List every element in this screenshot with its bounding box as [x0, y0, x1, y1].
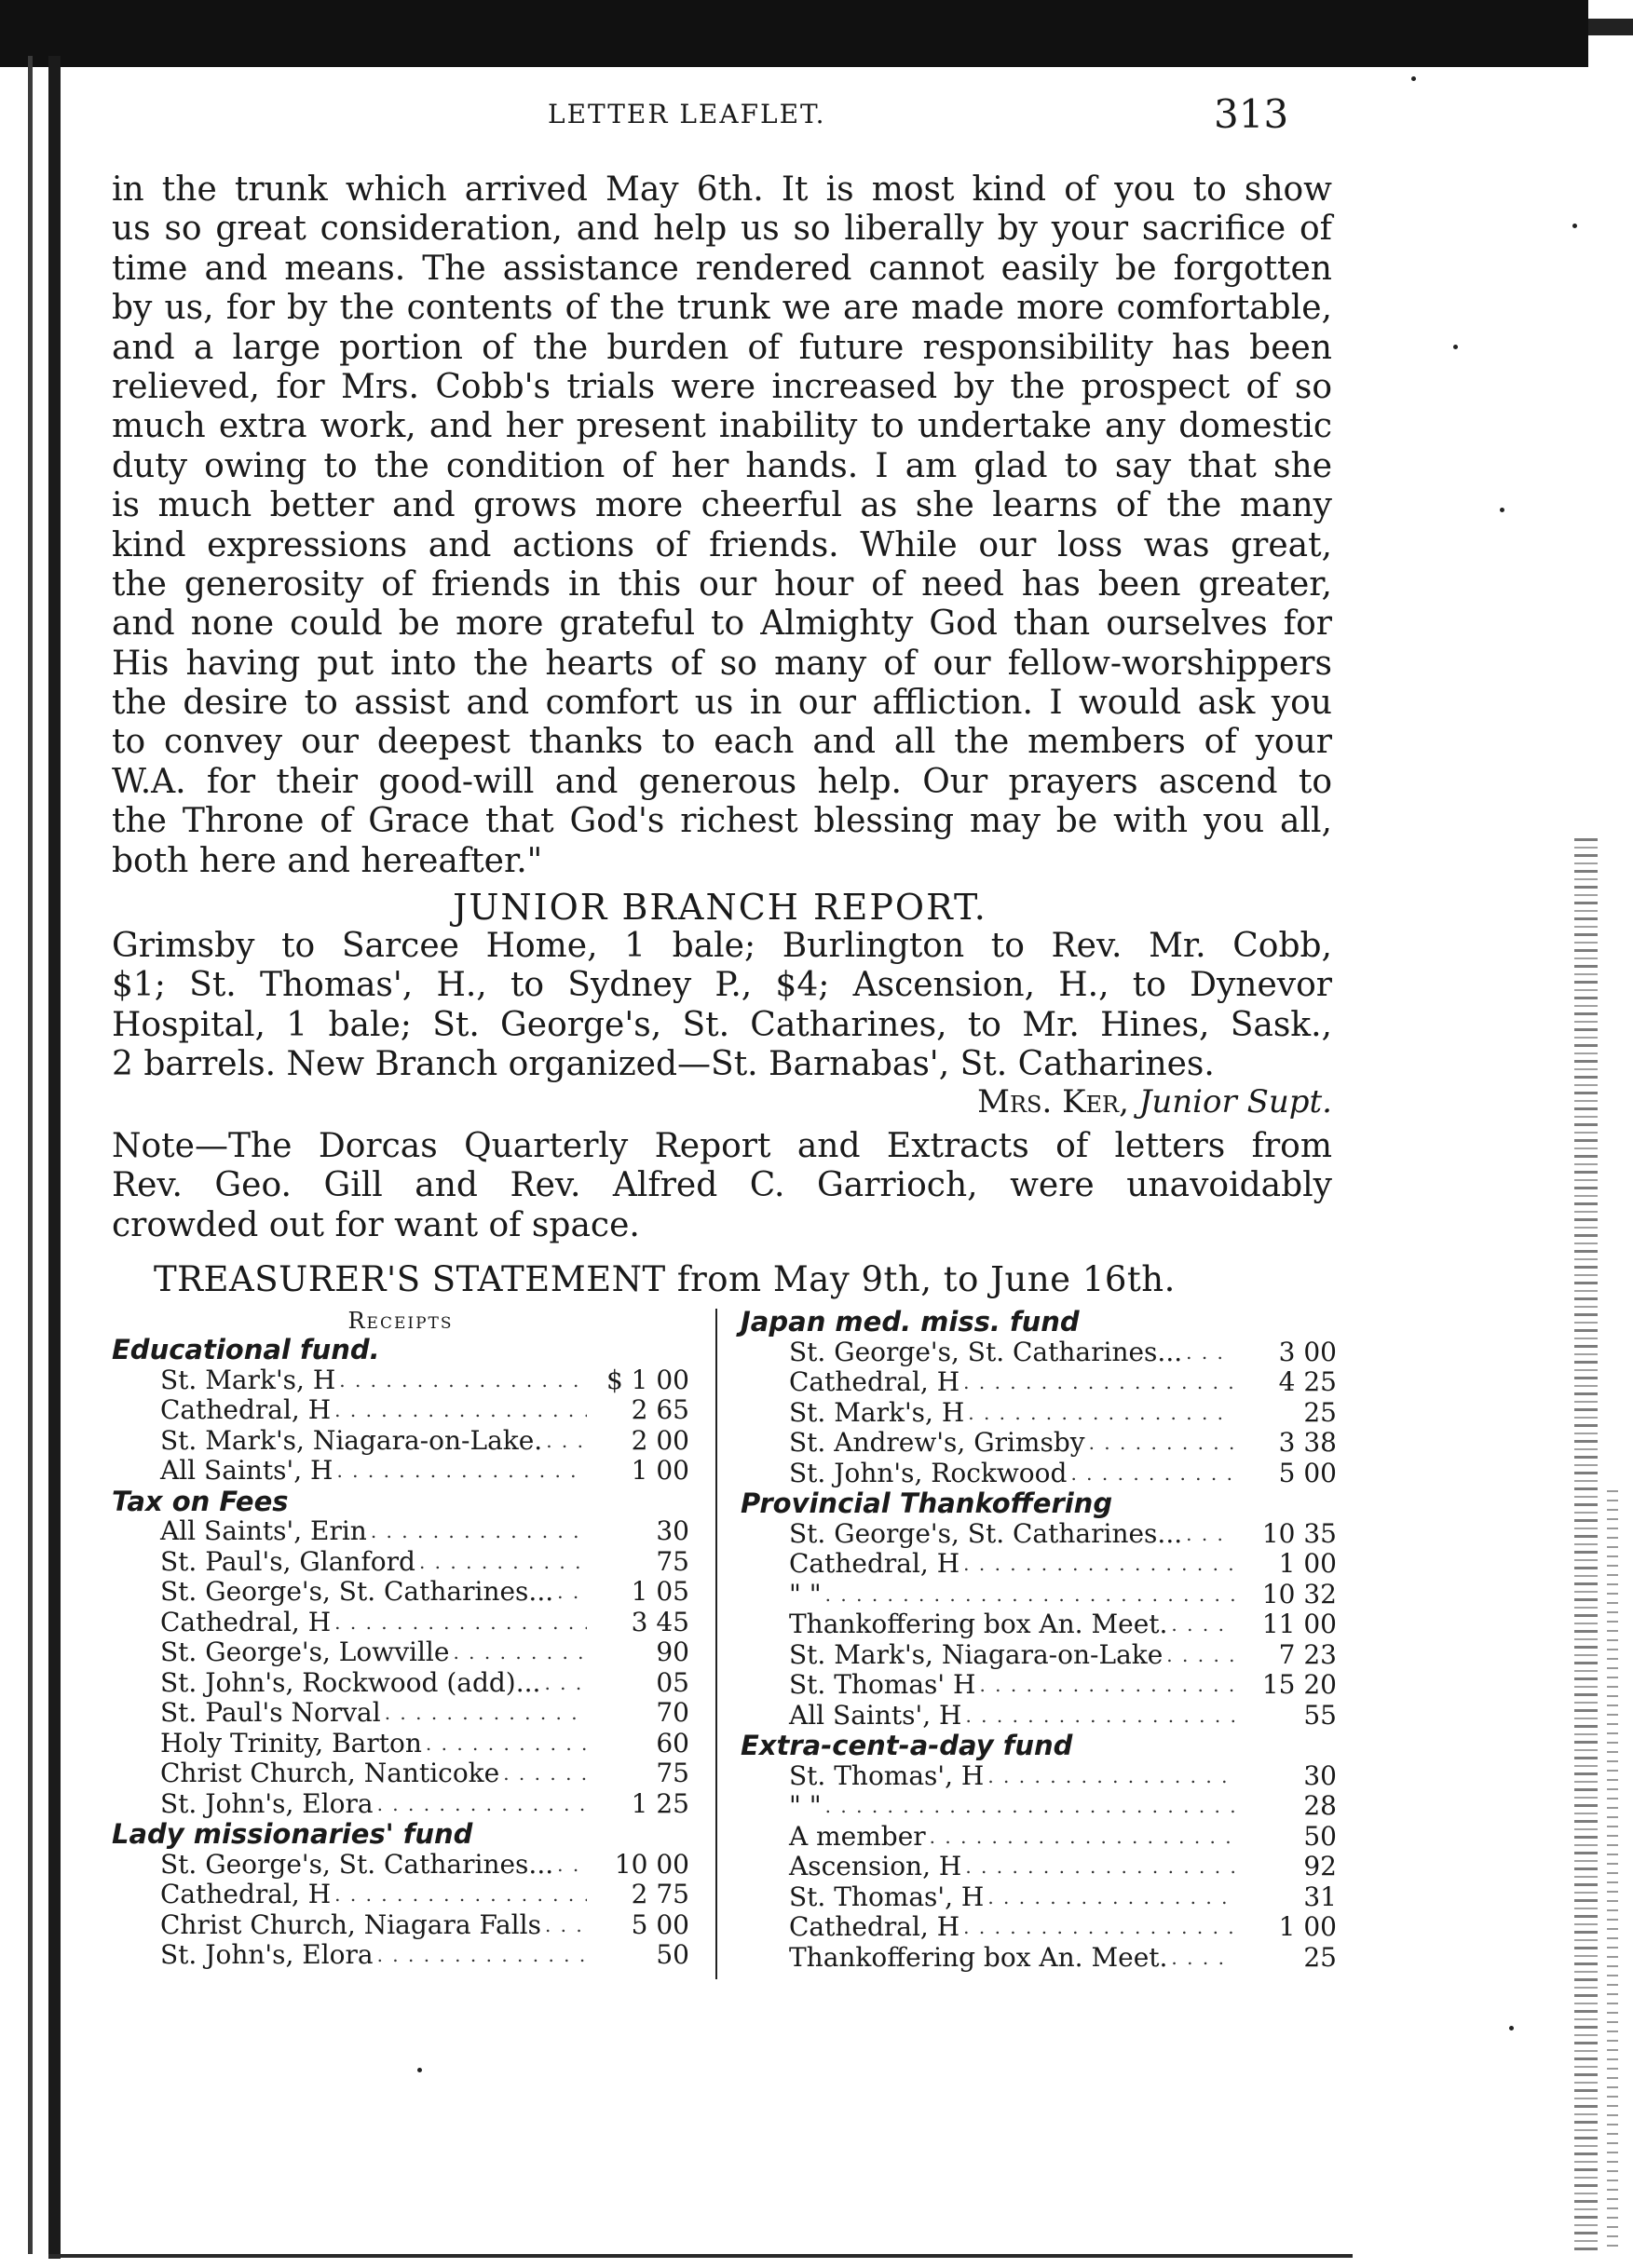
leader-dots: [959, 1367, 1234, 1398]
receipt-source: Cathedral, H: [160, 1606, 332, 1637]
receipt-entry: [112, 1516, 689, 1547]
leader-dots: [422, 1729, 587, 1759]
receipt-amount: 3 45: [631, 1606, 689, 1637]
receipt-source: St. George's, Lowville: [160, 1636, 450, 1667]
receipt-entry: [112, 1698, 689, 1729]
receipt-entry: [741, 1549, 1337, 1580]
treasurer-statement-heading: TREASURER'S STATEMENT from May 9th, to June 16th.: [154, 1259, 1176, 1299]
text-line: duty owing to the condition of her hands. I am glad to say that she: [112, 446, 1332, 485]
receipt-amount: 75: [656, 1758, 689, 1788]
receipt-entry: [741, 1701, 1337, 1732]
text-line: relieved, for Mrs. Cobb's trials were increased by the prospect of so: [112, 367, 1332, 406]
receipt-source: Thankoffering box An. Meet.: [789, 1609, 1168, 1639]
text-line: 2 barrels. New Branch organized—St. Barnabas', St. Catharines.: [112, 1045, 1215, 1084]
receipt-source: St. Paul's Norval: [160, 1697, 381, 1728]
leader-dots: [975, 1670, 1234, 1701]
receipt-amount: 70: [656, 1697, 689, 1728]
receipt-source: Cathedral, H: [789, 1911, 960, 1942]
text-line: to convey our deepest thanks to each and all the members of your: [112, 723, 1332, 762]
receipt-entry: [112, 1426, 689, 1457]
receipt-entry: [112, 1547, 689, 1578]
text-line: crowded out for want of space.: [112, 1205, 640, 1244]
receipt-amount: 1 00: [631, 1455, 689, 1486]
receipt-source: St. Mark's, H: [160, 1364, 336, 1395]
receipt-source: St. Mark's, Niagara-on-Lake: [789, 1638, 1164, 1670]
column-divider: [715, 1309, 717, 1979]
scan-speck: [1411, 76, 1416, 81]
receipt-source: Cathedral, H: [160, 1394, 332, 1425]
text-line: kind expressions and actions of friends. While our loss was great,: [112, 525, 1332, 564]
receipt-source: All Saints', H: [160, 1455, 333, 1486]
receipt-amount: 55: [1303, 1699, 1337, 1731]
scan-bottom-edge: [48, 2254, 1353, 2258]
receipt-entry: [741, 1428, 1337, 1459]
fund-heading: Provincial Thankoffering: [741, 1487, 1113, 1519]
receipt-amount: 25: [1303, 1396, 1337, 1428]
receipt-source: Cathedral, H: [789, 1548, 960, 1579]
page-number: 313: [1214, 91, 1289, 137]
receipt-entry: [112, 1729, 689, 1759]
text-line: Grimsby to Sarcee Home, 1 bale; Burlington to Rev. Mr. Cobb,: [112, 927, 1332, 965]
leader-dots: [1085, 1428, 1234, 1459]
receipt-amount: 2 00: [631, 1424, 689, 1456]
scan-top-border: [0, 0, 1588, 67]
text-line: Hospital, 1 bale; St. George's, St. Catharines, to Mr. Hines, Sask.,: [112, 1005, 1332, 1044]
leader-dots: [1182, 1519, 1234, 1550]
leader-dots: [961, 1701, 1234, 1732]
text-line: the desire to assist and comfort us in our affliction. I would ask you: [112, 684, 1332, 723]
leader-dots: [961, 1852, 1234, 1882]
receipt-amount: 7 23: [1278, 1638, 1337, 1670]
receipt-source: St. George's, St. Catharines...: [160, 1576, 554, 1607]
leader-dots: [381, 1698, 587, 1729]
text-line: in the trunk which arrived May 6th. It is most kind of you to show: [112, 170, 1332, 209]
text-line: and a large portion of the burden of future responsibility has been: [112, 328, 1332, 367]
receipt-entry: [112, 1940, 689, 1971]
receipt-source: Thankoffering box An. Meet.: [789, 1941, 1168, 1973]
receipt-entry: [112, 1789, 689, 1820]
letter-body: [112, 170, 1332, 881]
receipt-source: St. Paul's, Glanford: [160, 1545, 415, 1577]
receipt-entry: [741, 1640, 1337, 1671]
text-line: the Throne of Grace that God's richest blessing may be with you all,: [112, 802, 1332, 841]
fund-heading: Lady missionaries' fund: [112, 1818, 473, 1850]
leader-dots: [540, 1668, 587, 1699]
receipt-entry: [741, 1912, 1337, 1943]
receipt-entry: [741, 1791, 1337, 1822]
leader-dots: [449, 1637, 587, 1668]
receipt-source: " ": [789, 1790, 822, 1821]
receipt-amount: 2 75: [631, 1879, 689, 1909]
receipt-source: St. John's, Elora: [160, 1787, 374, 1819]
receipt-entry: [741, 1609, 1337, 1640]
receipt-entry: [741, 1459, 1337, 1489]
leader-dots: [1163, 1640, 1234, 1671]
receipt-amount: 30: [1303, 1759, 1337, 1791]
scan-speck: [1500, 508, 1504, 512]
leader-dots: [542, 1426, 587, 1457]
leader-dots: [415, 1547, 587, 1578]
leader-dots: [822, 1791, 1234, 1822]
receipt-amount: 60: [656, 1727, 689, 1759]
leader-dots: [959, 1912, 1234, 1943]
receipt-amount: 31: [1303, 1881, 1337, 1912]
receipt-entry: [741, 1519, 1337, 1550]
receipt-amount: 1 25: [631, 1787, 689, 1819]
leader-dots: [959, 1549, 1234, 1580]
receipt-amount: 11 00: [1261, 1609, 1337, 1639]
receipt-amount: 10 32: [1261, 1578, 1337, 1609]
fund-heading: Tax on Fees: [112, 1485, 289, 1517]
receipt-amount: 4 25: [1278, 1366, 1337, 1397]
receipt-amount: 05: [656, 1666, 689, 1698]
receipt-source: St. Mark's, Niagara-on-Lake.: [160, 1424, 543, 1456]
scan-left-edge: [28, 56, 33, 2254]
receipt-entry: [112, 1637, 689, 1668]
receipt-source: All Saints', H: [789, 1699, 962, 1731]
leader-dots: [499, 1759, 587, 1789]
running-head: LETTER LEAFLET.: [548, 99, 826, 129]
receipt-source: Ascension, H: [789, 1851, 962, 1881]
receipt-source: St. John's, Elora: [160, 1939, 374, 1970]
text-line: the generosity of friends in this our hour of need has been greater,: [112, 564, 1332, 604]
receipt-source: St. Mark's, H: [789, 1396, 965, 1428]
junior-report-body: [112, 927, 1332, 1085]
text-line: Note—The Dorcas Quarterly Report and Extracts of letters from: [112, 1127, 1332, 1165]
leader-dots: [1182, 1338, 1234, 1368]
text-line: $1; St. Thomas', H., to Sydney P., $4; Ascension, H., to Dynevor: [112, 966, 1332, 1005]
receipt-amount: 15 20: [1261, 1669, 1337, 1700]
text-line: both here and hereafter.": [112, 841, 543, 880]
text-line: and none could be more grateful to Almighty God than ourselves for: [112, 604, 1332, 644]
receipt-source: St. Andrew's, Grimsby: [789, 1427, 1085, 1458]
receipt-entry: [112, 1910, 689, 1941]
leader-dots: [553, 1850, 587, 1881]
leader-dots: [964, 1398, 1234, 1429]
receipt-source: St. Thomas', H: [789, 1759, 985, 1791]
receipt-entry: [741, 1822, 1337, 1853]
scan-speck: [1509, 2026, 1514, 2030]
receipt-amount: 25: [1303, 1941, 1337, 1973]
scan-right-edge-noise: [1574, 838, 1598, 2254]
receipt-source: A member: [789, 1820, 926, 1852]
receipt-amount: 10 35: [1261, 1517, 1337, 1549]
leader-dots: [374, 1789, 587, 1820]
editorial-note: [112, 1127, 1332, 1245]
leader-dots: [984, 1882, 1234, 1913]
leader-dots: [331, 1608, 587, 1638]
receipt-amount: $ 1 00: [606, 1364, 689, 1395]
page-header: [110, 91, 1358, 147]
leader-dots: [553, 1577, 587, 1608]
receipt-entry: [741, 1580, 1337, 1610]
receipt-source: St. John's, Rockwood (add)...: [160, 1666, 541, 1698]
scan-speck: [1453, 345, 1458, 349]
receipt-amount: 3 00: [1278, 1336, 1337, 1367]
receipt-amount: 90: [656, 1636, 689, 1667]
fund-heading: Educational fund.: [112, 1334, 380, 1365]
receipt-amount: 50: [1303, 1820, 1337, 1852]
receipt-entry: [741, 1670, 1337, 1701]
scan-top-border-tail: [1588, 19, 1633, 35]
leader-dots: [822, 1580, 1234, 1610]
text-line: by us, for by the contents of the trunk we are made more comfortable,: [112, 289, 1332, 328]
receipt-amount: 30: [656, 1515, 689, 1546]
receipt-source: St. George's, St. Catharines...: [789, 1517, 1183, 1549]
receipt-entry: [741, 1943, 1337, 1974]
receipt-entry: [112, 1577, 689, 1608]
leader-dots: [331, 1395, 587, 1426]
receipt-source: St. Thomas', H: [789, 1881, 985, 1912]
receipt-entry: [741, 1398, 1337, 1429]
receipt-amount: 50: [656, 1939, 689, 1970]
receipt-amount: 75: [656, 1545, 689, 1577]
receipt-amount: 5 00: [631, 1908, 689, 1940]
receipt-source: Holy Trinity, Barton: [160, 1727, 422, 1759]
receipt-entry: [741, 1338, 1337, 1368]
scan-speck: [1572, 224, 1577, 228]
receipt-amount: 92: [1303, 1851, 1337, 1881]
receipt-source: Christ Church, Nanticoke: [160, 1758, 500, 1788]
receipt-amount: 1 00: [1278, 1548, 1337, 1579]
receipt-amount: 5 00: [1278, 1457, 1337, 1488]
leader-dots: [541, 1910, 587, 1941]
signature-title: Junior Supt.: [1138, 1083, 1332, 1120]
receipt-amount: 3 38: [1278, 1427, 1337, 1458]
receipt-source: St. George's, St. Catharines...: [160, 1848, 554, 1880]
text-line: Rev. Geo. Gill and Rev. Alfred C. Garrioch, were unavoidably: [112, 1166, 1332, 1205]
leader-dots: [984, 1761, 1234, 1792]
receipt-source: Cathedral, H: [789, 1366, 960, 1397]
receipt-entry: [112, 1365, 689, 1396]
receipt-entry: [741, 1761, 1337, 1792]
leader-dots: [1167, 1943, 1234, 1974]
text-line: W.A. for their good-will and generous help. Our prayers ascend to: [112, 762, 1332, 801]
leader-dots: [926, 1822, 1234, 1853]
receipt-entry: [112, 1456, 689, 1487]
receipt-source: St. Thomas' H: [789, 1669, 976, 1700]
fund-heading: Extra-cent-a-day fund: [741, 1730, 1073, 1761]
receipts-column-left: [112, 1307, 689, 1971]
receipt-amount: 10 00: [614, 1848, 689, 1880]
receipt-source: " ": [789, 1578, 822, 1609]
text-line: is much better and grows more cheerful as she learns of the many: [112, 486, 1332, 525]
receipt-amount: 28: [1303, 1790, 1337, 1821]
receipts-column-right: [741, 1307, 1337, 1973]
receipt-entry: [112, 1759, 689, 1789]
scan-speck: [417, 2068, 422, 2072]
leader-dots: [367, 1516, 587, 1547]
junior-report-heading: JUNIOR BRANCH REPORT.: [453, 887, 987, 928]
leader-dots: [335, 1365, 587, 1396]
receipt-entry: [112, 1668, 689, 1699]
receipt-amount: 2 65: [631, 1394, 689, 1425]
scan-right-edge-noise-2: [1607, 1490, 1618, 2254]
fund-heading: Japan med. miss. fund: [741, 1306, 1080, 1338]
text-line: His having put into the hearts of so many of our fellow-worshippers: [112, 644, 1332, 683]
receipt-entry: [112, 1395, 689, 1426]
leader-dots: [1167, 1609, 1234, 1640]
receipt-source: St. George's, St. Catharines...: [789, 1336, 1183, 1367]
leader-dots: [374, 1940, 587, 1971]
leader-dots: [331, 1880, 587, 1910]
receipt-source: All Saints', Erin: [160, 1515, 367, 1546]
receipt-entry: [741, 1882, 1337, 1913]
leader-dots: [333, 1456, 587, 1487]
receipt-entry: [741, 1367, 1337, 1398]
junior-report-signature: [112, 1083, 1332, 1120]
text-line: us so great consideration, and help us so liberally by your sacrifice of: [112, 210, 1332, 249]
text-line: time and means. The assistance rendered cannot easily be forgotten: [112, 249, 1332, 288]
scan-left-border: [48, 56, 61, 2259]
receipt-entry: [112, 1608, 689, 1638]
receipt-source: Christ Church, Niagara Falls: [160, 1908, 541, 1940]
text-line: much extra work, and her present inability to undertake any domestic: [112, 407, 1332, 446]
receipt-amount: 1 00: [1278, 1911, 1337, 1942]
receipt-source: Cathedral, H: [160, 1879, 332, 1909]
receipt-source: St. John's, Rockwood: [789, 1457, 1068, 1488]
signature-name: Mrs. Ker,: [977, 1083, 1129, 1120]
receipt-amount: 1 05: [631, 1576, 689, 1607]
leader-dots: [1067, 1459, 1234, 1489]
receipt-entry: [112, 1850, 689, 1881]
receipts-label: Receipts: [347, 1308, 454, 1334]
receipt-entry: [741, 1852, 1337, 1882]
receipt-entry: [112, 1880, 689, 1910]
